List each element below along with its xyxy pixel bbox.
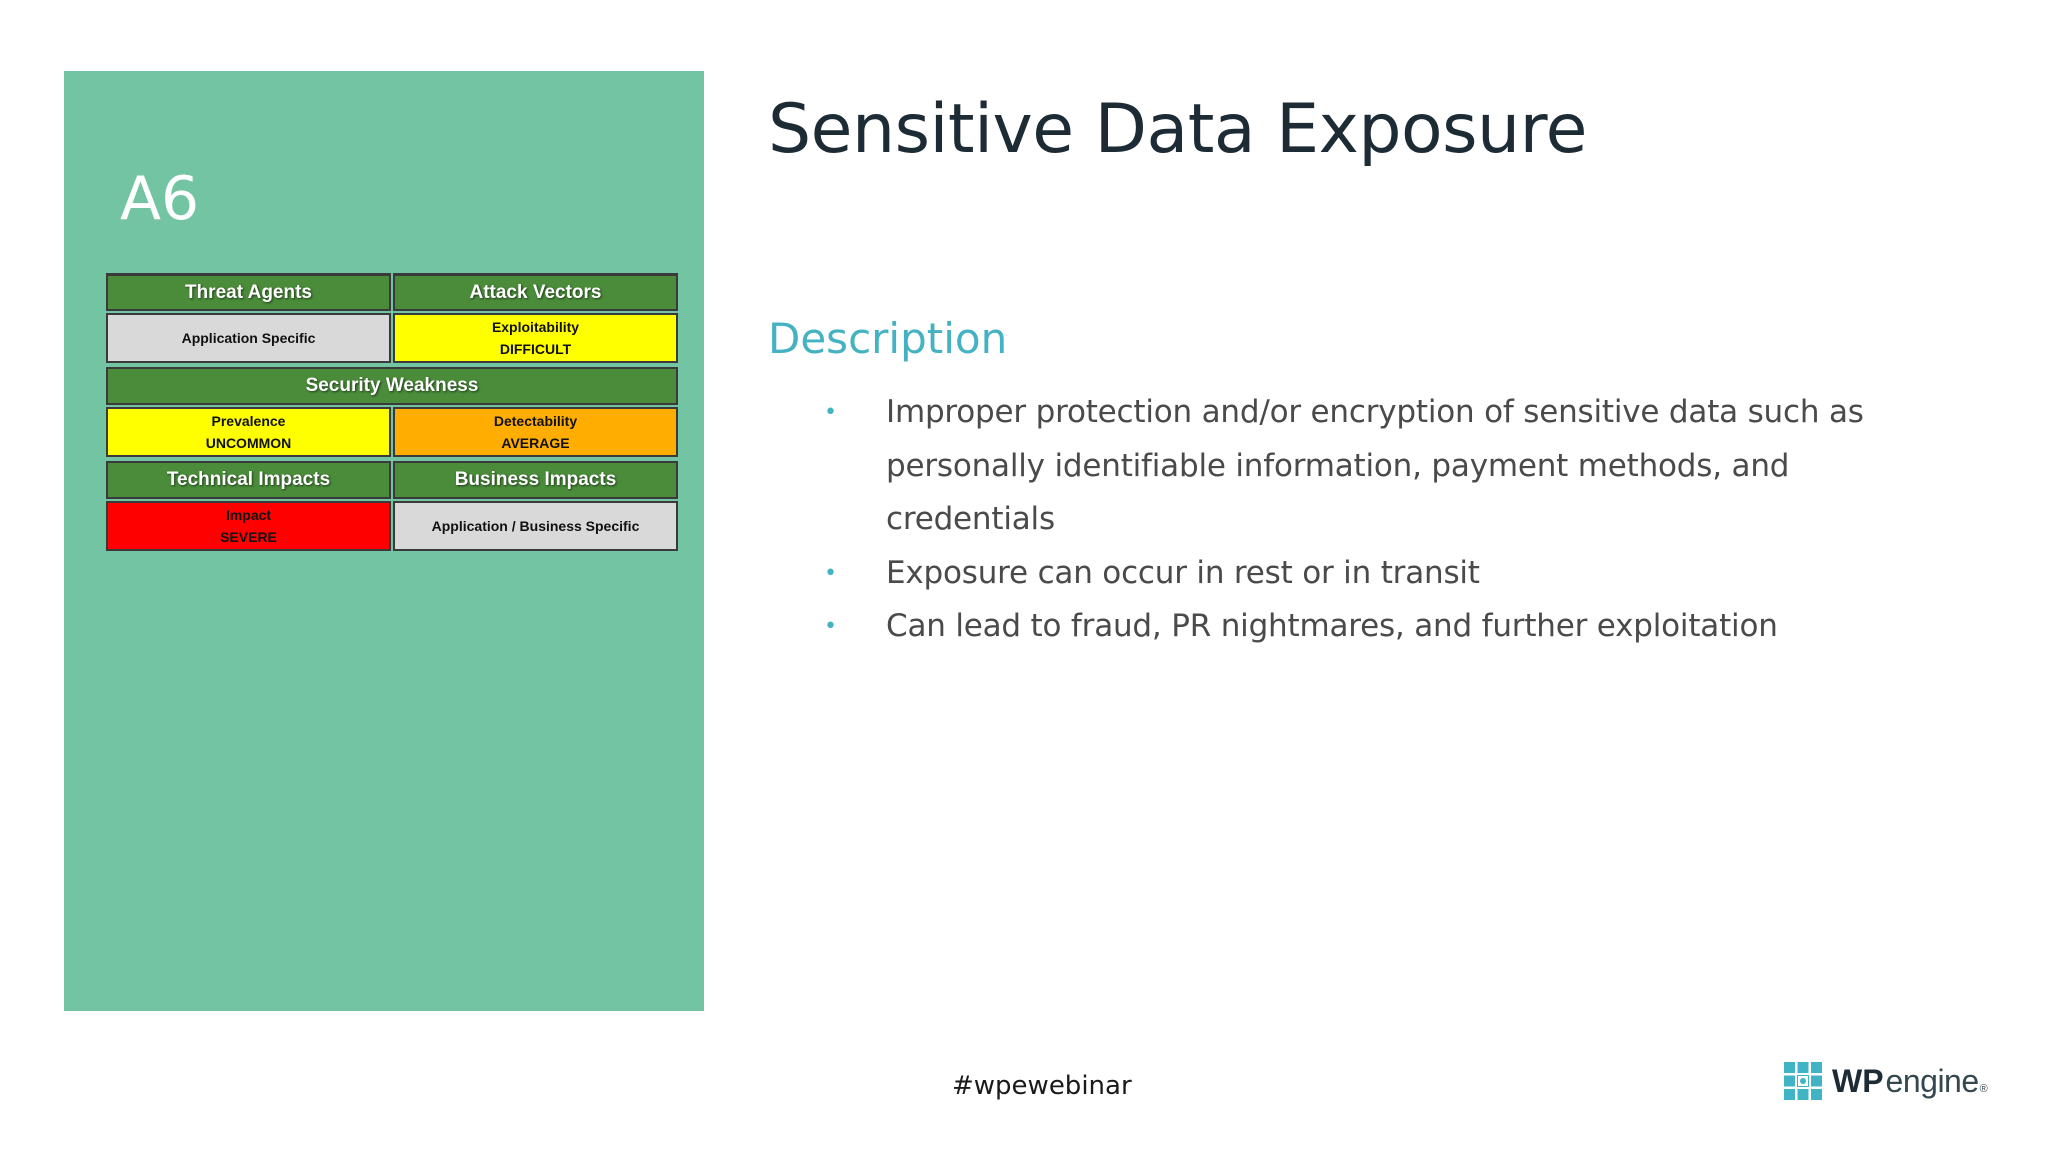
bullet-item: [824, 386, 1964, 547]
prevalence-value: UNCOMMON: [205, 435, 292, 451]
logo-registered-mark: ®: [1979, 1082, 1988, 1095]
business-impacts-cell: [393, 501, 678, 551]
wp-engine-grid-icon: [1784, 1062, 1822, 1100]
risk-row-header-2: [106, 367, 678, 405]
impact-label: Impact: [225, 507, 272, 523]
exploitability-cell: [393, 313, 678, 363]
logo-engine-text: engine: [1885, 1062, 1979, 1099]
detectability-cell: [393, 407, 678, 457]
description-heading: Description: [768, 314, 1008, 363]
hashtag-footer: #wpewebinar: [952, 1071, 1132, 1101]
impact-cell: [106, 501, 391, 551]
left-panel: [64, 71, 704, 1011]
threat-agents-value: Application Specific: [181, 330, 316, 346]
bullet-icon: •: [824, 400, 837, 425]
risk-row-header-1: [106, 273, 678, 311]
exploitability-label: Exploitability: [491, 319, 580, 335]
detectability-label: Detectability: [493, 413, 578, 429]
threat-agents-cell: [106, 313, 391, 363]
risk-rating-table: [106, 273, 678, 553]
bullet-text: Improper protection and/or encryption of sensitive data such as personally identifiable information, payment methods, and credentials: [886, 394, 1864, 537]
prevalence-cell: [106, 407, 391, 457]
owasp-code-label: A6: [120, 164, 200, 234]
impact-value: SEVERE: [220, 529, 277, 545]
threat-agents-header: Threat Agents: [106, 273, 391, 311]
wp-engine-wordmark: [1832, 1063, 1988, 1100]
bullet-text: Exposure can occur in rest or in transit: [886, 554, 1480, 591]
logo-wp-text: WP: [1832, 1062, 1884, 1099]
bullet-item: [824, 600, 1964, 654]
detectability-value: AVERAGE: [501, 435, 570, 451]
business-impacts-header: Business Impacts: [393, 461, 678, 499]
bullet-text: Can lead to fraud, PR nightmares, and further exploitation: [886, 608, 1778, 644]
security-weakness-header: Security Weakness: [106, 367, 678, 405]
bullet-icon: •: [824, 614, 837, 639]
exploitability-value: DIFFICULT: [499, 341, 572, 357]
description-bullet-list: [824, 386, 1964, 654]
prevalence-label: Prevalence: [211, 413, 286, 429]
slide-title: Sensitive Data Exposure: [768, 90, 1587, 169]
bullet-item: [824, 547, 1964, 601]
wp-engine-logo: [1784, 1062, 1988, 1100]
attack-vectors-header: Attack Vectors: [393, 273, 678, 311]
business-impacts-value: Application / Business Specific: [431, 518, 640, 534]
risk-row-header-3: [106, 461, 678, 499]
bullet-icon: •: [824, 560, 837, 586]
risk-row-values-3: [106, 501, 678, 551]
risk-row-values-1: [106, 313, 678, 363]
risk-row-values-2: [106, 407, 678, 457]
technical-impacts-header: Technical Impacts: [106, 461, 391, 499]
